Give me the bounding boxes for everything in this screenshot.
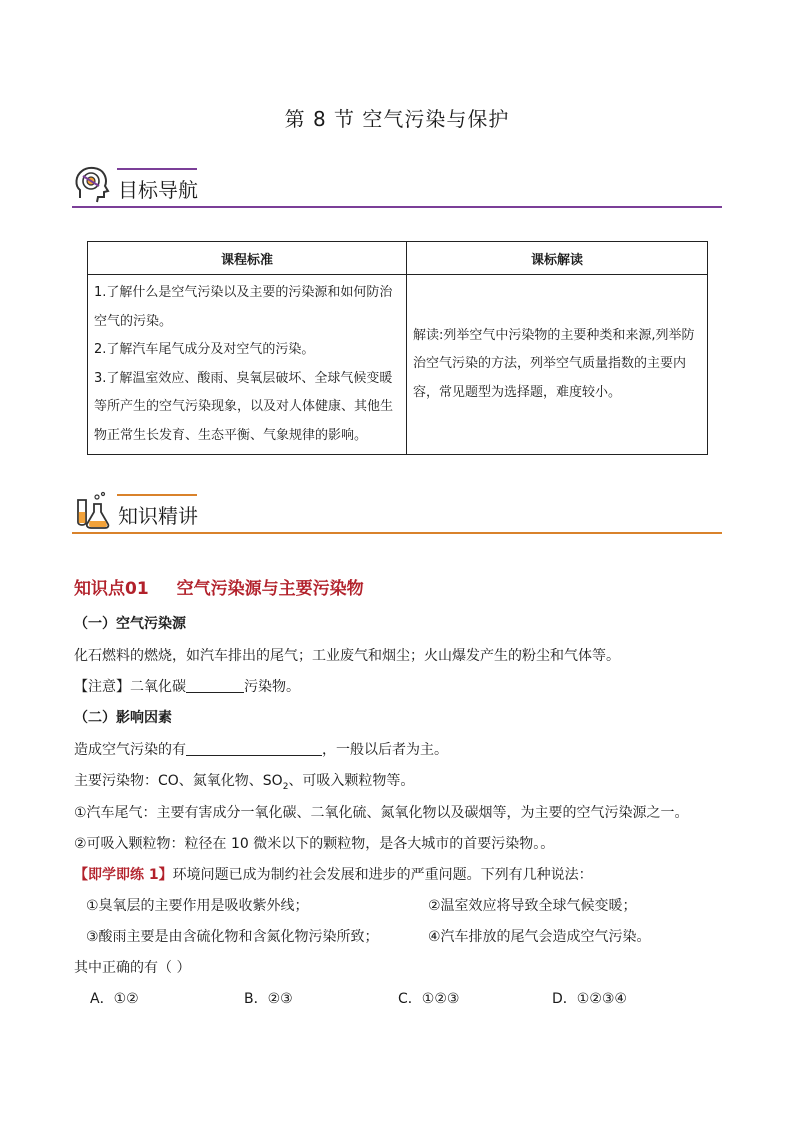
paragraph-sources: 化石燃料的燃烧，如汽车排出的尾气；工业废气和烟尘；火山爆发产生的粉尘和气体等。 [74, 648, 620, 664]
pollutants-suffix: 、可吸入颗粒物等。 [288, 773, 415, 789]
table-cell-interpretation: 解读:列举空气中污染物的主要种类和来源,列举防治空气污染的方法，列举空气质量指数的主要内容，常见题型为选择题，难度较小。 [407, 275, 708, 455]
statement-2: ②温室效应将导致全球气候变暖； [428, 898, 637, 914]
table-cell-standards [88, 275, 407, 455]
standard-item-2: 2.了解汽车尾气成分及对空气的污染。 [94, 342, 315, 357]
fill-blank [186, 741, 322, 756]
standards-table [87, 241, 708, 455]
page-title: 第 8 节 空气污染与保护 [284, 107, 510, 131]
knowledge-point-number: 知识点01 [74, 579, 149, 599]
section-header-knowledge [72, 494, 722, 534]
section-title-knowledge: 知识精讲 [118, 504, 198, 528]
paragraph-particles: ②可吸入颗粒物：粒径在 10 微米以下的颗粒物，是各大城市的首要污染物。。 [74, 836, 555, 852]
subheading-factors: （二）影响因素 [74, 710, 172, 726]
knowledge-point-heading [74, 574, 364, 599]
causes-prefix: 造成空气污染的有 [74, 742, 186, 758]
fill-blank [186, 678, 244, 693]
option-c[interactable]: C．①②③ [398, 991, 460, 1007]
section-deco-line [117, 168, 197, 170]
paragraph-exhaust: ①汽车尾气：主要有害成分一氧化碳、二氧化硫、氮氧化物以及碳烟等，为主要的空气污染源之一。 [74, 805, 689, 821]
head-target-icon [72, 164, 112, 204]
exercise-stem [74, 864, 593, 884]
table-header-interpretation: 课标解读 [407, 242, 708, 275]
standard-item-1: 1.了解什么是空气污染以及主要的污染源和如何防治空气的污染。 [94, 285, 393, 329]
option-a[interactable]: A．①② [90, 991, 139, 1007]
statement-4: ④汽车排放的尾气会造成空气污染。 [428, 929, 651, 945]
exercise-question: 其中正确的有（ ） [74, 960, 191, 976]
option-d[interactable]: D．①②③④ [552, 991, 627, 1007]
note-prefix: 【注意】二氧化碳 [74, 679, 186, 695]
exercise-stem-text: 环境问题已成为制约社会发展和进步的严重问题。下列有几种说法： [172, 867, 593, 883]
paragraph-causes [74, 739, 448, 759]
note-suffix: 污染物。 [244, 679, 300, 695]
option-b[interactable]: B．②③ [244, 991, 293, 1007]
section-deco-line [117, 494, 197, 496]
section-rule [72, 206, 722, 208]
paragraph-pollutants [74, 770, 414, 792]
section-rule [72, 532, 722, 534]
statement-3: ③酸雨主要是由含硫化物和含氮化物污染所致； [86, 929, 379, 945]
knowledge-point-title: 空气污染源与主要污染物 [176, 579, 364, 599]
note-line [74, 676, 300, 696]
table-header-standard: 课程标准 [88, 242, 407, 275]
causes-suffix: ，一般以后者为主。 [322, 742, 448, 758]
subheading-source: （一）空气污染源 [74, 616, 186, 632]
section-title-goal: 目标导航 [118, 178, 198, 202]
standard-item-3: 3.了解温室效应、酸雨、臭氧层破坏、全球气候变暖等所产生的空气污染现象，以及对人体健康、其他生物正常生长发育、生态平衡、气象规律的影响。 [94, 370, 394, 443]
pollutants-prefix: 主要污染物：CO、氮氧化物、SO [74, 773, 283, 789]
section-header-goal [72, 168, 722, 208]
so2-subscript: 2 [282, 781, 289, 792]
statement-1: ①臭氧层的主要作用是吸收紫外线； [86, 898, 309, 914]
exercise-tag: 【即学即练 1】 [74, 867, 173, 883]
flask-icon [72, 490, 112, 530]
